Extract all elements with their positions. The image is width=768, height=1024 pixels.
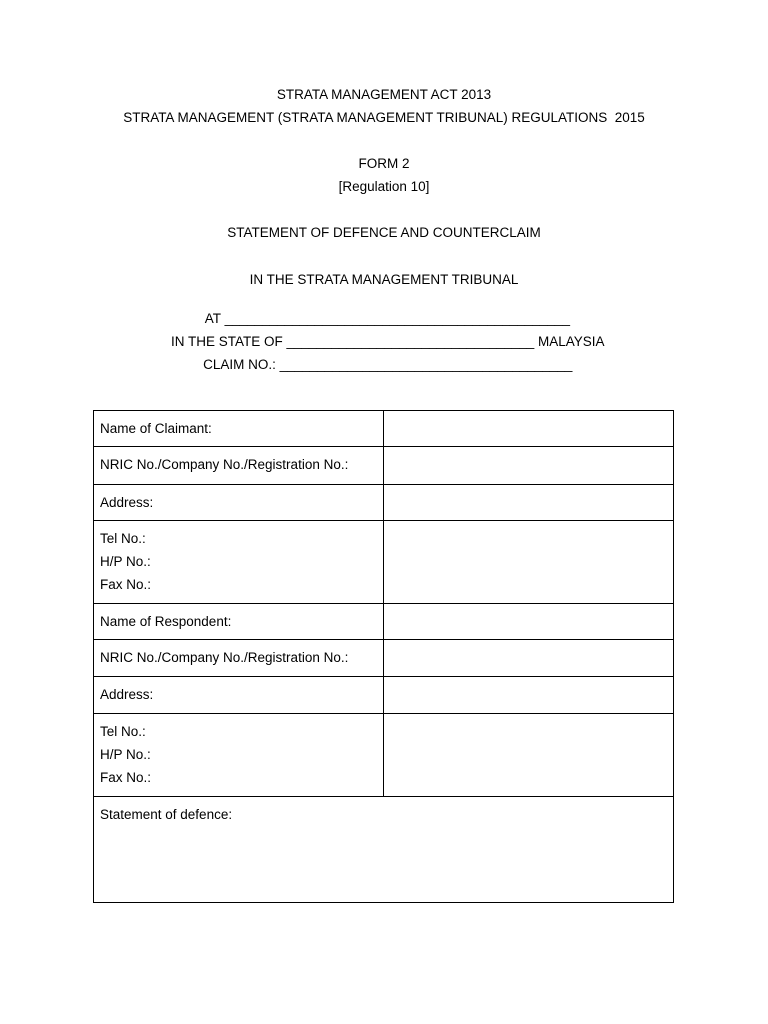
statement-title: STATEMENT OF DEFENCE AND COUNTERCLAIM <box>227 225 541 240</box>
respondent-address-field[interactable] <box>384 677 674 714</box>
claimant-contact-labels <box>94 521 384 604</box>
claimant-contact-field[interactable] <box>384 521 674 604</box>
respondent-fax-label: Fax No.: <box>100 770 152 785</box>
state-blank-field[interactable]: _________________________________ <box>286 334 535 349</box>
respondent-hp-label: H/P No.: <box>100 747 151 762</box>
claimant-fax-label: Fax No.: <box>100 577 152 592</box>
respondent-tel-label: Tel No.: <box>100 724 146 739</box>
respondent-name-field[interactable] <box>384 604 674 640</box>
table-row <box>94 797 674 903</box>
respondent-name-label: Name of Respondent: <box>94 604 384 640</box>
claimant-address-label: Address: <box>94 485 384 521</box>
respondent-id-label: NRIC No./Company No./Registration No.: <box>94 640 384 677</box>
table-row <box>94 640 674 677</box>
at-blank-field[interactable]: ______________________________________________ <box>224 311 570 326</box>
form-number: FORM 2 <box>358 156 410 171</box>
claimant-name-label: Name of Claimant: <box>94 411 384 447</box>
regulations-title: STRATA MANAGEMENT (STRATA MANAGEMENT TRIBUNAL) REGULATIONS 2015 <box>123 110 645 125</box>
act-title: STRATA MANAGEMENT ACT 2013 <box>276 87 492 102</box>
statement-of-defence-field[interactable] <box>94 797 674 903</box>
state-suffix: MALAYSIA <box>538 334 605 349</box>
claimant-tel-label: Tel No.: <box>100 531 146 546</box>
table-row <box>94 714 674 797</box>
table-row <box>94 521 674 604</box>
particulars-table <box>93 410 674 903</box>
respondent-id-field[interactable] <box>384 640 674 677</box>
table-row <box>94 604 674 640</box>
table-row <box>94 447 674 485</box>
table-row <box>94 485 674 521</box>
statement-of-defence-label: Statement of defence: <box>100 807 233 822</box>
claim-label: CLAIM NO.: <box>203 357 276 372</box>
table-row <box>94 411 674 447</box>
claimant-address-field[interactable] <box>384 485 674 521</box>
respondent-contact-labels <box>94 714 384 797</box>
claim-line <box>0 341 768 373</box>
claimant-hp-label: H/P No.: <box>100 554 151 569</box>
table-row <box>94 677 674 714</box>
claimant-id-field[interactable] <box>384 447 674 485</box>
respondent-address-label: Address: <box>94 677 384 714</box>
at-label: AT <box>204 311 221 326</box>
claim-blank-field[interactable]: _______________________________________ <box>279 357 573 372</box>
tribunal-heading: IN THE STRATA MANAGEMENT TRIBUNAL <box>249 272 519 287</box>
claimant-id-label: NRIC No./Company No./Registration No.: <box>94 447 384 485</box>
regulation-reference: [Regulation 10] <box>338 179 430 194</box>
respondent-contact-field[interactable] <box>384 714 674 797</box>
state-label: IN THE STATE OF <box>170 334 283 349</box>
claimant-name-field[interactable] <box>384 411 674 447</box>
